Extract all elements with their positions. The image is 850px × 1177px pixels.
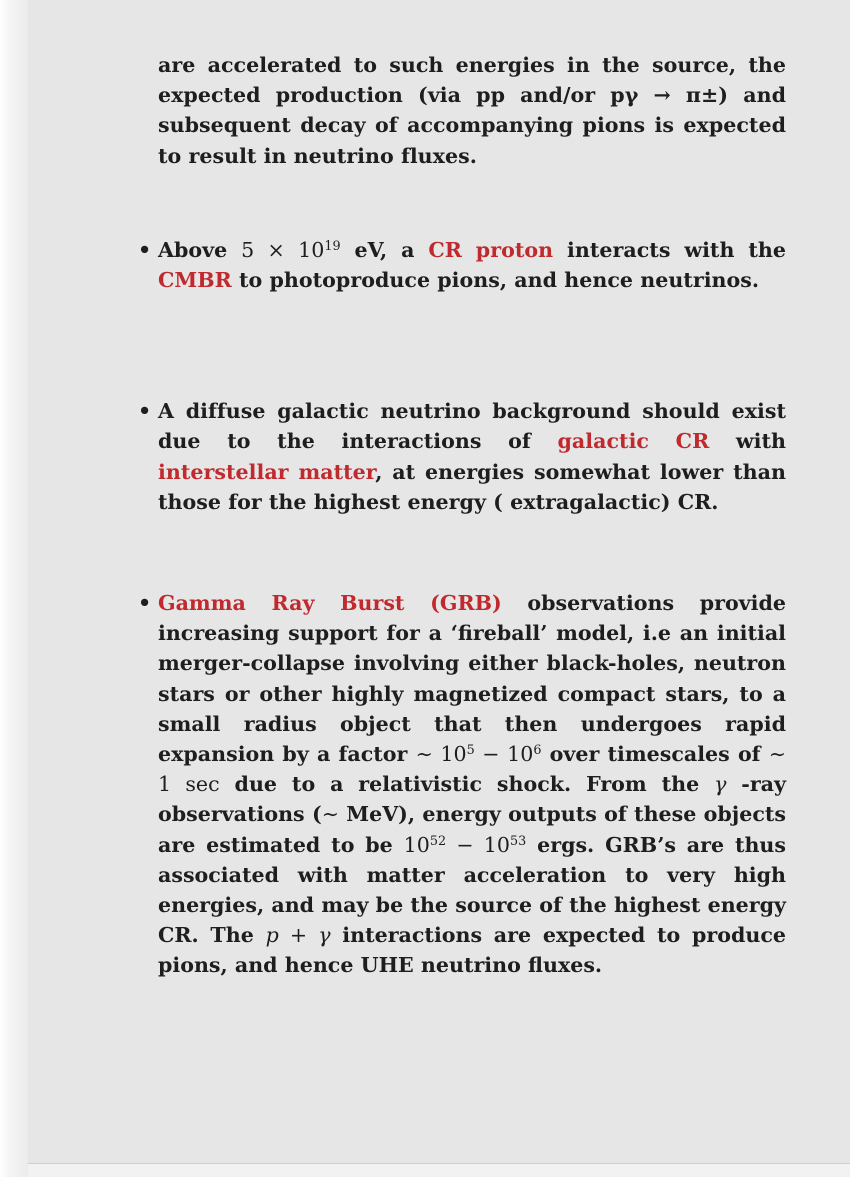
intro-paragraph: are accelerated to such energies in the source, the expected production (via pp and/or pγ → π±) and subsequent decay of accompanying pions is expected to result in neutrino fluxes. bbox=[158, 53, 786, 168]
bullet-text: ergs. GRB’s are thus associated with matter acceleration to very high energies, and may be the source of the highest energy CR. The bbox=[158, 832, 786, 948]
highlight-term: interstellar matter bbox=[158, 459, 376, 484]
bullet-text: eV, a bbox=[340, 237, 429, 262]
document-body bbox=[136, 50, 786, 981]
math-exponent: 52 bbox=[429, 833, 447, 849]
bullet-text: MeV), energy outputs of these objects are estimated to be bbox=[158, 802, 786, 857]
bullet-text: observations provide increasing support for a ‘fireball’ model, i.e an initial merger-collapse involving either black-holes, neutron stars or other highly magnetized compact stars, to a small radius object that then undergoes rapid expansion by a factor bbox=[158, 591, 786, 767]
bullet-icon: • bbox=[138, 237, 152, 262]
page-margin-below bbox=[28, 1164, 850, 1177]
math-exponent: 5 bbox=[466, 743, 475, 759]
highlight-term: galactic CR bbox=[557, 429, 710, 454]
highlight-term: CR proton bbox=[428, 237, 554, 262]
math-expression: 10 bbox=[403, 832, 430, 857]
math-exponent: 6 bbox=[533, 743, 542, 759]
bullet-text: -ray observations ( bbox=[158, 772, 786, 827]
page-left-shade bbox=[0, 0, 28, 1177]
math-expression: ∼ bbox=[321, 802, 339, 827]
math-expression: ∼ 1 sec bbox=[158, 742, 786, 797]
bullet-item-galactic bbox=[136, 396, 786, 517]
bullet-text: interactions are expected to produce pions, and hence UHE neutrino fluxes. bbox=[158, 923, 786, 978]
math-expression: − 10 bbox=[474, 742, 534, 767]
highlight-term: Gamma Ray Burst (GRB) bbox=[158, 591, 502, 616]
bullet-icon: • bbox=[138, 591, 152, 616]
math-expression: p + γ bbox=[265, 923, 331, 948]
bullet-item-grb bbox=[136, 588, 786, 981]
math-expression: − 10 bbox=[446, 832, 511, 857]
bullet-text: A diffuse galactic neutrino background should exist due to the interactions of bbox=[158, 399, 786, 454]
bullet-text: due to a relativistic shock. From the bbox=[219, 772, 715, 797]
bullet-text: interacts with the bbox=[553, 237, 786, 262]
bullet-text: with bbox=[709, 429, 786, 454]
math-exponent: 53 bbox=[510, 833, 527, 849]
bullet-icon: • bbox=[138, 399, 152, 424]
bullet-text: , at energies somewhat lower than those for the highest energy ( extragalactic) CR. bbox=[158, 459, 786, 514]
energy-exponent: 19 bbox=[324, 238, 341, 254]
bullet-text: to photoproduce pions, and hence neutrinos. bbox=[231, 268, 760, 293]
bullet-item-cmbr bbox=[136, 235, 786, 295]
energy-value: 5 × 10 bbox=[241, 237, 325, 262]
highlight-term: CMBR bbox=[158, 268, 232, 293]
bullet-text: Above bbox=[158, 237, 242, 262]
math-expression: ∼ 10 bbox=[415, 742, 467, 767]
bullet-text: over timescales of bbox=[541, 742, 769, 767]
math-expression: γ bbox=[714, 772, 727, 797]
